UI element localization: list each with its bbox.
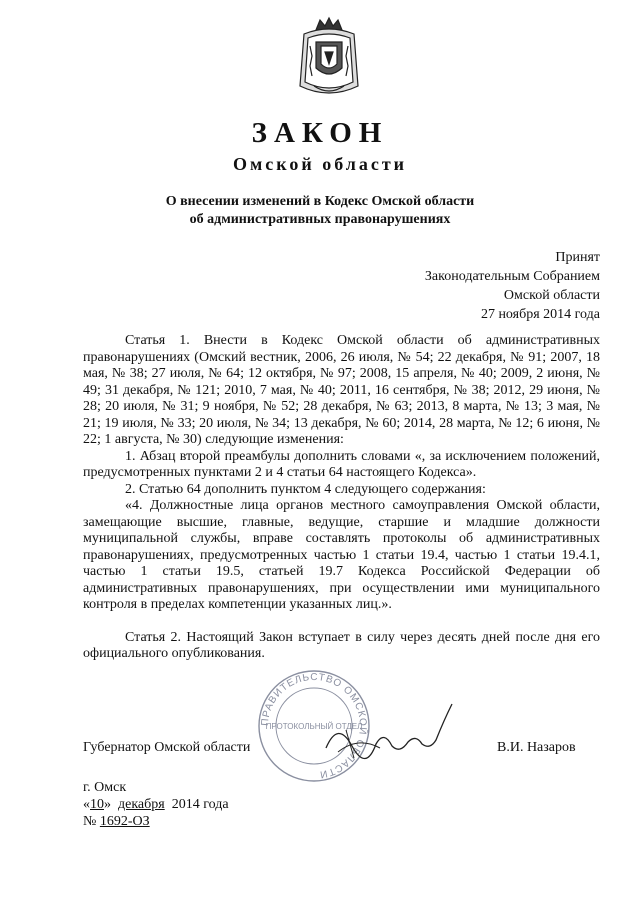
signing-date: «10» декабря 2014 года [83, 797, 229, 812]
item-2: 2. Статью 64 дополнить пунктом 4 следующего содержания: [125, 481, 486, 497]
date-month: декабря [118, 797, 165, 812]
document-title-line-2: об административных правонарушениях [189, 212, 451, 227]
adoption-line-3: Омской области [503, 288, 600, 303]
stamp-ring-text: ПРАВИТЕЛЬСТВО ОМСКОЙ ОБЛАСТИ [259, 671, 369, 780]
law-number [83, 814, 150, 830]
item-1: 1. Абзац второй преамбулы дополнить словами «, за исключением положений, предусмотренных пунктами 2 и 4 статьи 64 настоящего Кодекса». [83, 448, 600, 480]
coat-of-arms-icon [294, 16, 364, 102]
governor-signature [318, 700, 458, 770]
adoption-date: 27 ноября 2014 года [480, 307, 600, 322]
document-title [0, 193, 640, 229]
stamp-center-text: ПРОТОКОЛЬНЫЙ ОТДЕЛ [265, 722, 363, 731]
document-title-line-1: О внесении изменений в Кодекс Омской области [165, 194, 475, 209]
adoption-block [425, 248, 600, 324]
item-2-quote: «4. Должностные лица органов местного самоуправления Омской области, замещающие высшие, главные, ведущие, старшие и младшие должности муниципальной службы, вправе составлять протоколы об административных правонарушениях, предусмотренных частью 1 статьи 19.4, частью 1 статьи 19.4.1, частью 1 статьи 19.5, статьей 19.7 Кодекса Российской Федерации об административных правонарушениях, при осуществлении ими муниципального контроля в пределах компетенции указанных лиц.». [83, 498, 600, 612]
law-title: ЗАКОН [251, 117, 389, 149]
article-1: Статья 1. Внести в Кодекс Омской области об административных правонарушениях (Омский вестник, 2006, 26 июля, № 54; 22 декабря, № 91; 2007, 18 мая, № 38; 27 июля, № 64; 12 октября, № 97; 2008, 15 апреля, № 40; 2009, 2 июня, № 49; 31 декабря, № 121; 2010, 7 мая, № 40; 2011, 16 сентября, № 38; 2012, 29 июня, № 28; 20 июля, № 31; 9 ноября, № 52; 28 декабря, № 63; 2013, 8 марта, № 13; 3 мая, № 21; 19 июля, № 33; 20 июля, № 34; 13 декабря, № 60; 2014, 28 марта, № 12; 6 июня, № 22; 1 августа, № 30) следующие изменения: [83, 333, 600, 447]
region-title: Омской области [232, 154, 408, 174]
number-sign: № [83, 814, 97, 829]
date-day: 10 [90, 797, 104, 812]
date-year: 2014 года [171, 797, 229, 812]
article-2: Статья 2. Настоящий Закон вступает в силу через десять дней после дня его официального опубликования. [83, 629, 600, 661]
number-value: 1692-ОЗ [99, 814, 150, 829]
adoption-line-1: Принят [555, 250, 600, 265]
city: г. Омск [83, 780, 127, 795]
adoption-line-2: Законодательным Собранием [424, 269, 600, 284]
law-body [83, 333, 600, 663]
governor-name: В.И. Назаров [497, 740, 576, 755]
governor-title: Губернатор Омской области [83, 740, 251, 755]
